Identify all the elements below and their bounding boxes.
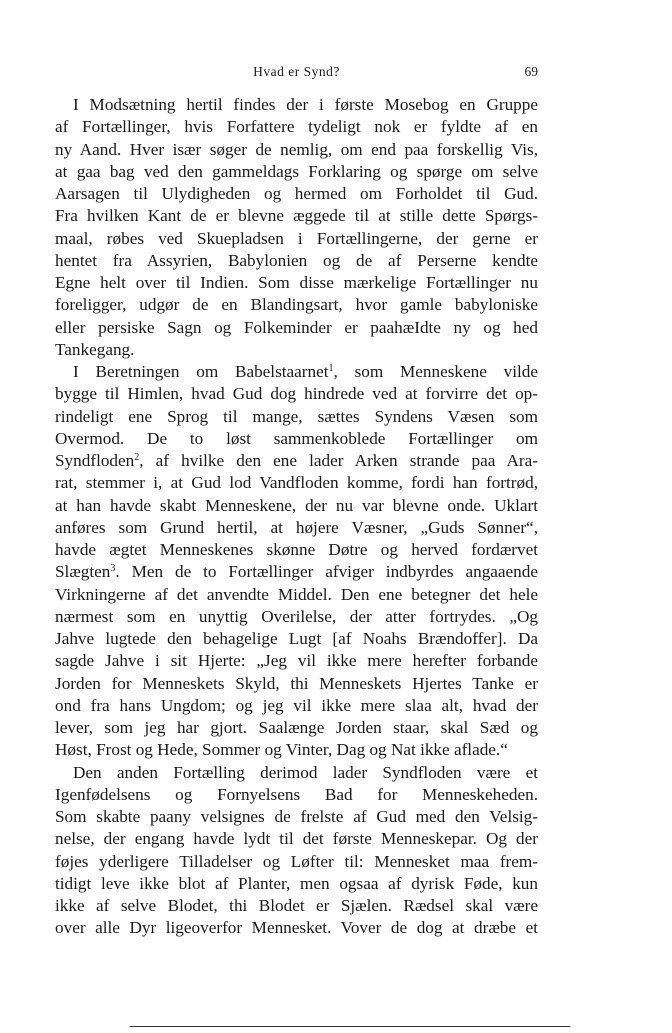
footnote-marker: 1 (328, 363, 334, 374)
text-line-content: Aarsagen til Ulydigheden og hermed om Forholdet til Gud. (55, 184, 538, 203)
text-line-content: ond fra hans Ungdom; og jeg vil ikke mere slaa alt, hvad der (55, 695, 538, 715)
footnote-marker: 2 (134, 452, 140, 463)
text-line-content: foreligger, udgør de en Blandingsart, hvor gamle babyloniske (55, 295, 538, 315)
text-line-continuation: , af hvilke den ene lader Arken strande paa Ara- (139, 451, 538, 470)
text-line (55, 361, 538, 383)
text-line-content: maal, røbes ved Skuepladsen i Fortællingerne, der gerne er (55, 228, 538, 248)
text-line-continuation: , som Menneskene vilde (333, 362, 538, 381)
text-line (55, 383, 538, 405)
text-line (55, 717, 538, 739)
text-line-content: at han havde skabt Menneskene, der nu var blevne onde. Uklart (55, 495, 538, 515)
bottom-rule (130, 1026, 570, 1027)
text-line (55, 784, 538, 806)
text-line (55, 828, 538, 850)
text-line-content: havde ægtet Menneskenes skønne Døtre og herved fordærvet (55, 540, 538, 559)
text-line-content: Igenfødelsens og Fornyelsens Bad for Menneskeheden. (55, 784, 538, 804)
text-line (55, 539, 538, 561)
text-line (55, 495, 538, 517)
text-line-continuation: . Men de to Fortællinger afviger indbyrdes angaaende (115, 562, 538, 582)
text-line-content: ikke af selve Blodet, thi Blodet er Sjælen. Rædsel skal være (55, 896, 538, 915)
text-line (55, 561, 538, 583)
text-line-content: Fra hvilken Kant de er blevne æggede til at stille dette Spørgs- (55, 206, 538, 226)
text-line-content: tidigt leve ikke blot af Planter, men ogsaa af dyrisk Føde, kun (55, 873, 538, 893)
text-line (55, 472, 538, 494)
text-line-content: I Beretningen om Babelstaarnet (73, 362, 329, 381)
text-line (55, 161, 538, 183)
text-line-content: lever, som jeg har gjort. Saalænge Jorden staar, skal Sæd og (55, 718, 538, 737)
text-line (55, 917, 538, 939)
text-line-content: Som skabte paany velsignes de frelste af Gud med den Velsig- (55, 807, 538, 826)
text-line (55, 317, 538, 339)
text-line (55, 739, 538, 761)
text-line-content: Slægten (55, 562, 111, 582)
text-line (55, 895, 538, 917)
page-number: 69 (524, 64, 538, 79)
text-line-content: I Modsætning hertil findes der i første Mosebog en Gruppe (73, 95, 538, 114)
text-line (55, 606, 538, 628)
text-line (55, 650, 538, 672)
text-line-content: Virkningerne af det anvendte Middel. Den ene betegner det hele (55, 584, 538, 604)
text-line-content: anføres som Grund hertil, at højere Væsner, „Guds Sønner“, (55, 517, 538, 537)
text-line (55, 116, 538, 138)
text-line (55, 250, 538, 272)
footnote-marker: 3 (110, 563, 116, 575)
text-line (55, 428, 538, 450)
text-line-content: Den anden Fortælling derimod lader Syndfloden være et (73, 762, 538, 782)
text-line (55, 628, 538, 650)
text-line-content: Egne helt over til Indien. Som disse mærkelige Fortællinger nu (55, 273, 538, 292)
text-line (55, 762, 538, 784)
text-line (55, 517, 538, 539)
running-title: Hvad er Synd? (253, 64, 340, 79)
text-line (55, 673, 538, 695)
text-line-content: Jahve lugtede den behagelige Lugt [af Noahs Brændoffer]. Da (55, 629, 538, 648)
text-line (55, 94, 538, 116)
text-line-content: rindeligt ene Sprog til mange, sættes Syndens Væsen som (55, 406, 538, 426)
text-line-content: af Fortællinger, hvis Forfattere tydeligt nok er fyldte af en (55, 117, 538, 137)
text-line (55, 695, 538, 717)
text-line-content: Jorden for Menneskets Skyld, thi Menneskets Hjertes Tanke er (55, 673, 538, 693)
text-line-content: Høst, Frost og Hede, Sommer og Vinter, Dag og Nat ikke aflade.“ (55, 740, 508, 760)
text-line (55, 294, 538, 316)
text-line (55, 806, 538, 828)
text-line (55, 228, 538, 250)
text-line-content: Syndfloden (55, 451, 135, 470)
text-line (55, 272, 538, 294)
text-line-content: at gaa bag ved den gammeldags Forklaring og spørge om selve (55, 161, 538, 181)
text-line-content: hentet fra Assyrien, Babylonien og de af Perserne kendte (55, 250, 538, 270)
text-line (55, 205, 538, 227)
running-header (55, 62, 538, 82)
text-line-content: Overmod. De to løst sammenkoblede Fortællinger om (55, 428, 538, 448)
text-line-content: nelse, der engang havde lydt til det første Menneskepar. Og der (55, 829, 538, 849)
text-line-content: over alle Dyr ligeoverfor Mennesket. Vover de dog at dræbe et (55, 918, 538, 938)
text-line-content: rat, stemmer i, at Gud lod Vandfloden komme, fordi han fortrød, (55, 473, 538, 493)
text-line (55, 450, 538, 472)
text-line-content: Tankegang. (55, 339, 135, 359)
text-line-content: ny Aand. Hver især søger de nemlig, om end paa forskellig Vis, (55, 139, 538, 159)
text-line-content: eller persiske Sagn og Folkeminder er paahæIdte ny og hed (55, 317, 538, 337)
text-line (55, 851, 538, 873)
text-line-content: sagde Jahve i sit Hjerte: „Jeg vil ikke mere herefter forbande (55, 651, 538, 671)
text-line (55, 339, 538, 361)
text-line (55, 873, 538, 895)
text-line (55, 183, 538, 205)
text-line (55, 139, 538, 161)
text-line-content: nærmest som en unyttig Overilelse, der atter fortrydes. „Og (55, 606, 538, 626)
text-line-content: føjes yderligere Tilladelser og Løfter til: Mennesket maa frem- (55, 851, 538, 871)
body-text (55, 94, 538, 940)
text-line-content: bygge til Himlen, hvad Gud dog hindrede ved at forvirre det op- (55, 384, 538, 404)
text-line (55, 584, 538, 606)
text-line (55, 406, 538, 428)
